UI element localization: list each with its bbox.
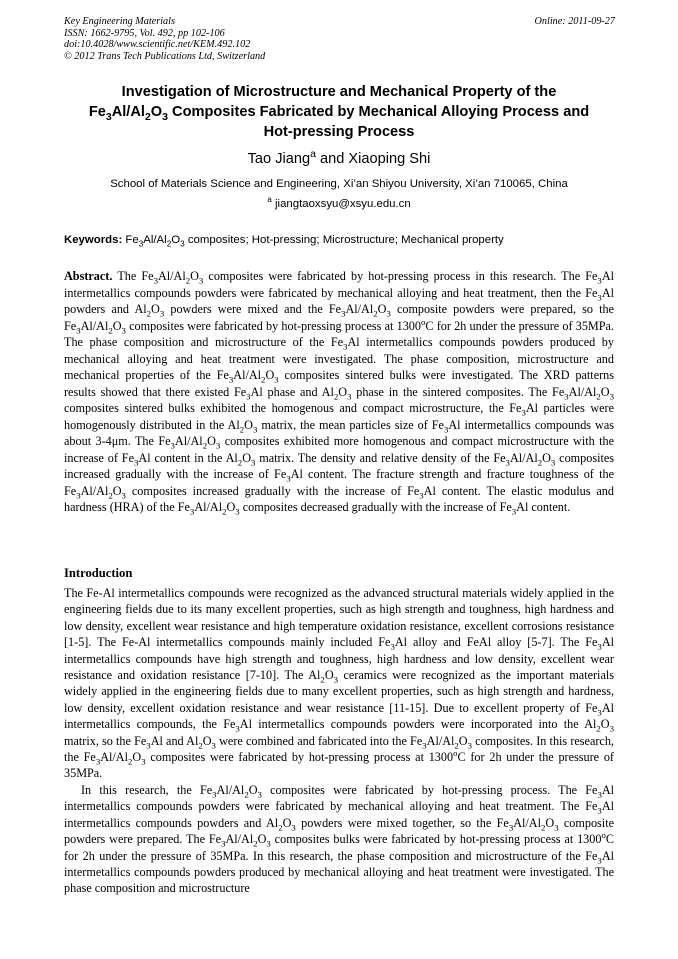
- issn-line: ISSN: 1662-9795, Vol. 492, pp 102-106: [64, 27, 225, 39]
- keywords-text: $Fe_3Al/Al_2O_3$ composites; Hot-pressing; Microstructure; Mechanical property: [125, 234, 504, 249]
- abstract: [64, 268, 614, 516]
- introduction-heading: Introduction: [64, 566, 133, 580]
- intro-paragraph-2: In this research, the $Fe_3Al/Al_2O_3$ composites were fabricated by hot-pressing process. The $Fe_3Al$ intermetallics compounds powders were fabricated by mechanical alloying and heat treatment. The $Fe_3Al$ intermetallics compounds powders and $Al_2O_3$ powders were mixed together, so the $Fe_3Al/Al_2O_3$ composite powders were prepared. The $Fe_3Al/Al_2O_3$ composites bulks were fabricated by hot-pressing process at 1300$^o$C for 2h under the pressure of 35MPa. In this research, the phase composition and microstructure of the $Fe_3Al$ intermetallics compounds powders produced by mechanical alloying and heat treatment were investigated. The phase composition and microstructure: [64, 782, 615, 896]
- affiliation: School of Materials Science and Engineering, Xi’an Shiyou University, Xi’an 710065, China: [110, 178, 568, 190]
- journal-name: Key Engineering Materials: [64, 16, 175, 27]
- doi-line: doi:10.4028/www.scientific.net/KEM.492.102: [64, 39, 251, 50]
- title-line-3: Hot-pressing Process: [263, 124, 415, 140]
- author-1: Tao Jiang: [247, 151, 311, 167]
- email-line: [0, 197, 678, 211]
- paper-title: [40, 82, 638, 142]
- keywords-label: Keywords:: [64, 234, 123, 246]
- introduction-body: [64, 585, 614, 897]
- copyright-line: © 2012 Trans Tech Publications Ltd, Switzerland: [64, 50, 266, 62]
- abstract-text: The $Fe_3Al/Al_2O_3$ composites were fabricated by hot-pressing process in this research. The $Fe_3Al$ intermetallics compounds powders were fabricated by mechanical alloying and heat treatment, then the $Fe_3Al$ powders and $Al_2O_3$ powders were mixed and the $Fe_3Al/Al_2O_3$ composite powders were prepared, so the $Fe_3Al/Al_2O_3$ composites were fabricated by hot-pressing process at 1300$^o$C for 2h under the pressure of 35MPa. The phase composition and microstructure of the $Fe_3Al$ intermetallics compounds powders produced by mechanical alloying and heat treatment were investigated. The phase composition, microstructure and mechanical properties of the $Fe_3Al/Al_2O_3$ composites sintered bulks were investigated. The XRD patterns results showed that there existed $Fe_3Al$ phase and $Al_2O_3$ phase in the sintered composites. The $Fe_3Al/Al_2O_3$ composites sintered bulks exhibited the homogenous and compact microstructure, the $Fe_3Al$ particles were homogenously distributed in the $Al_2O_3$ matrix, the mean particles size of $Fe_3Al$ intermetallics compounds was about 3-4μm. The $Fe_3Al/Al_2O_3$ composites exhibited more homogenous and compact microstructure with the increase of $Fe_3Al$ content in the $Al_2O_3$ matrix. The density and relative density of the $Fe_3Al/Al_2O_3$ composites increased gradually with the increase of $Fe_3Al$ content. The fracture strength and fracture toughness of the $Fe_3Al/Al_2O_3$ composites increased gradually with the increase of $Fe_3Al$ content. The elastic modulus and hardness (HRA) of the $Fe_3Al/Al_2O_3$ composites decreased gradually with the increase of $Fe_3Al$ content.: [64, 269, 615, 517]
- email-mark: a: [267, 195, 272, 205]
- author-1-mark: a: [310, 148, 316, 161]
- keywords: [64, 233, 624, 247]
- author-joiner: and: [320, 151, 345, 167]
- online-date: Online: 2011-09-27: [534, 16, 615, 27]
- intro-paragraph-1: The Fe-Al intermetallics compounds were recognized as the advanced structural materials widely applied in the engineering fields due to its many excellent properties, such as high strength and toughness, high hardness and low density, excellent wear resistance and high temperature oxidation resistance, excellent corrosions resistance [1-5]. The Fe-Al intermetallics compounds mainly included $Fe_3Al$ alloy and FeAl alloy [5-7]. The $Fe_3Al$ intermetallics compounds have high strength and toughness, high hardness and low density, excellent wear resistance and oxidation resistance [7-10]. The $Al_2O_3$ ceramics were recognized as the important materials widely applied in the engineering fields due to many excellent properties, such as high strength and hardness, low density, excellent oxidation resistance and wear resistance [11-15]. Due to excellent property of $Fe_3Al$ intermetallics compounds, the $Fe_3Al$ intermetallics compounds powders were incorporated into the $Al_2O_3$ matrix, so the $Fe_3Al$ and $Al_2O_3$ were combined and fabricated into the $Fe_3Al/Al_2O_3$ composites. In this research, the $Fe_3Al/Al_2O_3$ composites were fabricated by hot-pressing process at 1300$^o$C for 2h under the pressure of 35MPa.: [64, 586, 614, 781]
- author-line: [0, 150, 678, 168]
- abstract-label: Abstract.: [64, 269, 113, 283]
- email-address[interactable]: jiangtaoxsyu@xsyu.edu.cn: [275, 198, 411, 210]
- author-2: Xiaoping Shi: [348, 151, 431, 167]
- journal-meta: [64, 16, 265, 62]
- title-line-2: $Fe_3Al/Al_2O_3$ Composites Fabricated by Mechanical Alloying Process and: [88, 104, 590, 123]
- title-line-1: Investigation of Microstructure and Mechanical Property of the: [121, 84, 557, 100]
